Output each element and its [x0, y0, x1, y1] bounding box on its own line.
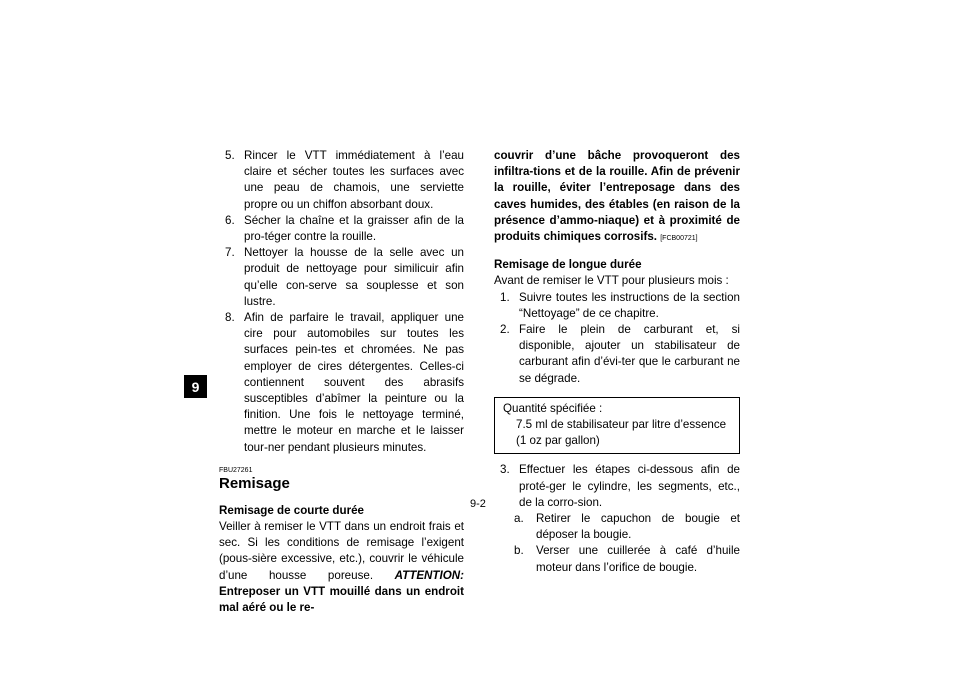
- substep-text: Verser une cuillerée à café d’huile moteur dans l’orifice de bougie.: [536, 544, 740, 574]
- list-item: [219, 310, 464, 456]
- attention-text-end: couvrir d’une bâche provoqueront des infiltra-tions et de la rouille. Afin de prévenir la rouille, éviter l’entreposage dans des caves humides, des étables (en raison de la présence d’ammo-niaque) et à proximité de produits chimiques corrosifs.: [494, 149, 740, 244]
- spec-box: [494, 397, 740, 455]
- attention-label: ATTENTION:: [394, 568, 464, 582]
- long-term-intro: Avant de remiser le VTT pour plusieurs mois :: [494, 274, 729, 288]
- substep-text: Retirer le capuchon de bougie et déposer la bougie.: [536, 512, 740, 542]
- spec-label: Quantité spécifiée :: [503, 401, 603, 415]
- list-item: [494, 290, 740, 322]
- step-number: 1.: [500, 290, 510, 304]
- attention-continued: [494, 148, 740, 247]
- short-term-paragraph: [219, 519, 464, 616]
- step-text: Effectuer les étapes ci-dessous afin de proté-ger le cylindre, les segments, etc., de la corro-sion.: [519, 463, 740, 509]
- spec-value: 7.5 ml de stabilisateur par litre d’essence (1 oz par gallon): [516, 418, 727, 448]
- right-column: [494, 148, 740, 576]
- step-number: 5.: [225, 149, 235, 162]
- step-number: 6.: [225, 213, 235, 227]
- step-text: Afin de parfaire le travail, appliquer une cire pour automobiles sur toutes les surfaces pein-tes et chromées. Ne pas employer de cires détergentes. Celles-ci contiennent souvent des abrasifs susceptibles d’abîmer la peinture ou la finition. Une fois le nettoyage terminé, mettre le moteur en marche et le laisser tour-ner pendant plusieurs minutes.: [244, 311, 464, 454]
- step-text: Nettoyer la housse de la selle avec un produit de nettoyage pour similicuir afin qu’elle con-serve sa souplesse et son lustre.: [244, 246, 464, 308]
- chapter-tab: 9: [184, 375, 207, 398]
- step-number: 3.: [500, 463, 510, 477]
- step-text: Suivre toutes les instructions de la section “Nettoyage” de ce chapitre.: [519, 290, 740, 320]
- step-text: Rincer le VTT immédiatement à l’eau claire et sécher toutes les surfaces avec une peau de chamois, une serviette propre ou un chiffon absorbant doux.: [244, 149, 464, 211]
- short-term-text: Veiller à remiser le VTT dans un endroit frais et sec. Si les conditions de remisage l’exigent (pous-sière excessive, etc.), couvrir le véhicule d’une housse poreuse.: [219, 520, 464, 582]
- list-item: [494, 462, 740, 511]
- substep-letter: b.: [514, 544, 524, 558]
- attention-text: Entreposer un VTT mouillé dans un endroit mal aéré ou le re-: [219, 584, 464, 615]
- step-text: Faire le plein de carburant et, si disponible, ajouter un stabilisateur de carburant afin d’évi-ter que le carburant ne se dégrade.: [519, 323, 740, 385]
- substep-letter: a.: [514, 512, 524, 526]
- section-title: Remisage: [219, 474, 290, 492]
- list-item: [494, 543, 740, 575]
- attention-code: [FCB00721]: [660, 235, 698, 243]
- left-column: [219, 148, 464, 616]
- step-number: 7.: [225, 246, 235, 260]
- reference-code: FBU27261: [219, 466, 253, 474]
- page-number: 9-2: [470, 498, 486, 510]
- step-number: 8.: [225, 311, 235, 325]
- short-term-title: Remisage de courte durée: [219, 503, 364, 517]
- step-number: 2.: [500, 323, 510, 337]
- long-term-title: Remisage de longue durée: [494, 258, 642, 272]
- list-item: [219, 245, 464, 310]
- step-text: Sécher la chaîne et la graisser afin de la pro-téger contre la rouille.: [244, 213, 464, 244]
- list-item: [219, 213, 464, 245]
- list-item: [219, 148, 464, 213]
- list-item: [494, 322, 740, 387]
- list-item: [494, 511, 740, 543]
